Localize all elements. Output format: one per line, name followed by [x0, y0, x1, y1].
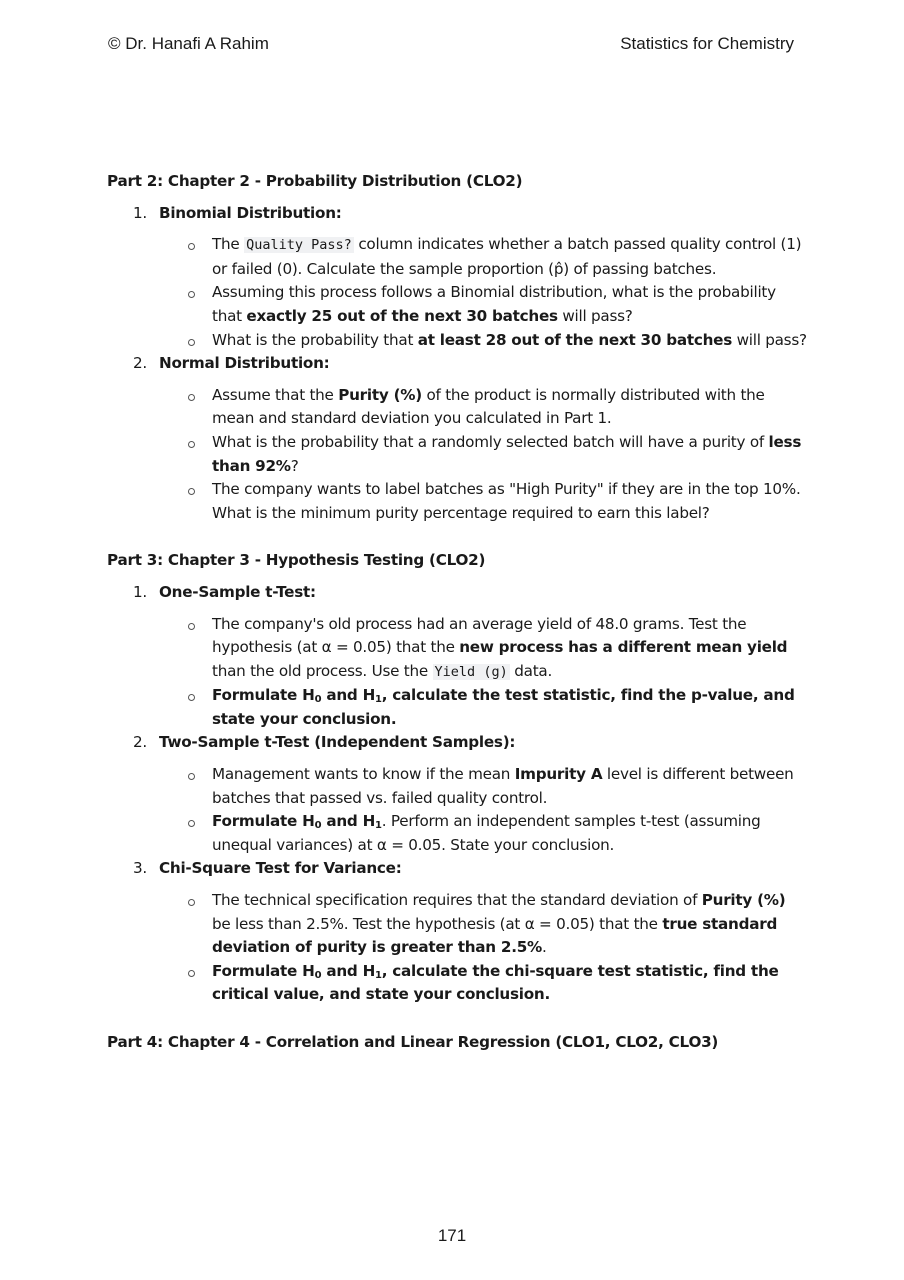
section-normal: 2. Normal Distribution:	[133, 352, 807, 376]
bullet-list	[107, 613, 807, 732]
list-item: The company's old process had an average yield of 48.0 grams. Test the hypothesis (at α = 0.05) that the new process has a different mean yield than the old process. Use the Yield (g) data.	[212, 613, 807, 685]
bullet-list	[107, 889, 807, 1007]
section-two-sample-t-test: 2. Two-Sample t-Test (Independent Samples):	[133, 731, 807, 755]
page-content	[107, 170, 807, 1063]
bullet-list	[107, 384, 807, 526]
section-chi-square: 3. Chi-Square Test for Variance:	[133, 857, 807, 881]
header-book-title: Statistics for Chemistry	[620, 34, 794, 53]
list-item: Formulate $H_0$ and $H_1$. Perform an independent samples t-test (assuming unequal variances) at α = 0.05. State your conclusion.	[212, 810, 807, 857]
inline-code: Quality Pass?	[246, 237, 352, 254]
list-item: Assume that the Purity (%) of the product is normally distributed with the mean and standard deviation you calculated in Part 1.	[212, 384, 807, 431]
list-item: The company wants to label batches as "High Purity" if they are in the top 10%. What is the minimum purity percentage required to earn this label?	[212, 478, 807, 525]
bullet-list	[107, 233, 807, 352]
list-item: The technical specification requires that the standard deviation of Purity (%) be less than 2.5%. Test the hypothesis (at α = 0.05) that the true standard deviation of purity is greater than 2.5%.	[212, 889, 807, 960]
section-binomial: 1. Binomial Distribution:	[133, 202, 807, 226]
list-item: Management wants to know if the mean Impurity A level is different between batches that passed vs. failed quality control.	[212, 763, 807, 810]
inline-code: Yield (g)	[434, 663, 508, 680]
bullet-list	[107, 763, 807, 857]
section-title: Binomial Distribution:	[159, 203, 342, 222]
list-item: Formulate $H_0$ and $H_1$, calculate the chi-square test statistic, find the critical value, and state your conclusion.	[212, 960, 807, 1007]
list-item: Assuming this process follows a Binomial distribution, what is the probability that exactly 25 out of the next 30 batches will pass?	[212, 281, 807, 328]
section-title: Normal Distribution:	[159, 354, 330, 373]
section-title: Chi-Square Test for Variance:	[159, 859, 402, 878]
section-one-sample-t-test: 1. One-Sample t-Test:	[133, 581, 807, 605]
page-number: 171	[437, 1226, 467, 1245]
part-4-heading: Part 4: Chapter 4 - Correlation and Linear Regression (CLO1, CLO2, CLO3)	[107, 1033, 719, 1051]
list-item: What is the probability that a randomly selected batch will have a purity of less than 92%?	[212, 431, 807, 478]
list-item: What is the probability that at least 28 out of the next 30 batches will pass?	[212, 329, 807, 353]
section-title: One-Sample t-Test:	[159, 582, 316, 601]
list-item: The Quality Pass? column indicates whether a batch passed quality control (1) or failed (0). Calculate the sample proportion (p̂) of passing batches.	[212, 233, 807, 281]
part-3-heading: Part 3: Chapter 3 - Hypothesis Testing (CLO2)	[107, 551, 486, 570]
section-title: Two-Sample t-Test (Independent Samples):	[159, 733, 516, 752]
header-author: © Dr. Hanafi A Rahim	[108, 34, 269, 53]
list-item: Formulate $H_0$ and $H_1$, calculate the test statistic, find the p-value, and state your conclusion.	[212, 684, 807, 731]
part-2-heading: Part 2: Chapter 2 - Probability Distribution (CLO2)	[107, 172, 523, 190]
